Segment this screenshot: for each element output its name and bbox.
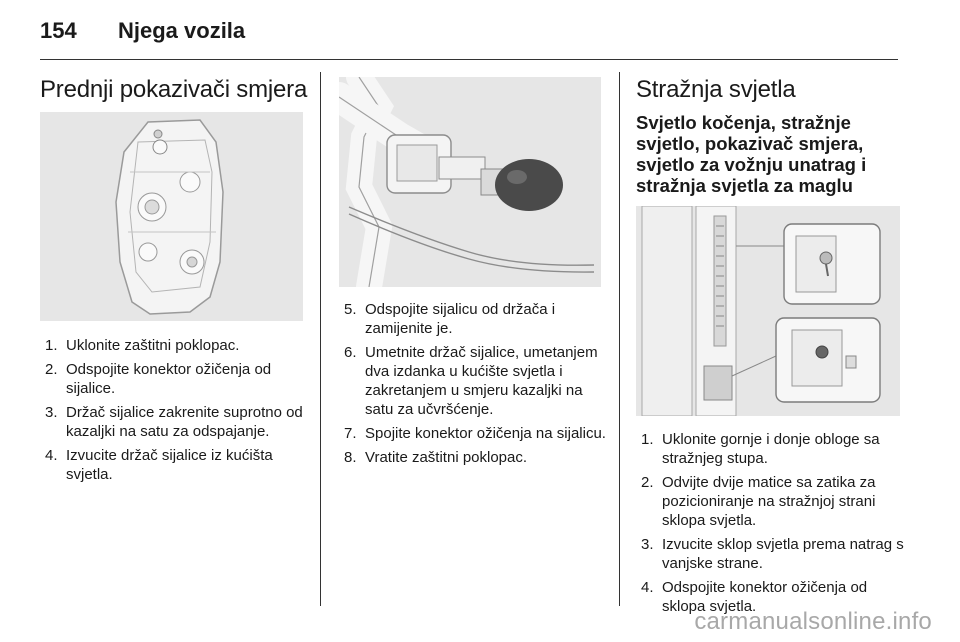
watermark: carmanualsonline.info bbox=[694, 608, 932, 635]
section-title-rear-lamps: Stražnja svjetla bbox=[636, 76, 796, 103]
figure-bulb-holder bbox=[339, 77, 601, 287]
column-divider-2 bbox=[619, 72, 620, 606]
bulb-holder-illustration bbox=[339, 77, 601, 287]
list-item: 3. Držač sijalice zakrenite suprotno od kazaljki na satu za odspajanje. bbox=[45, 404, 303, 440]
front-lamp-illustration bbox=[40, 112, 303, 321]
list-item: 6. Umetnite držač sijalice, umetanjem dva izdanka u kućište svjetla i zakretanjem u smjeru kazaljki na satu za učvršćenje. bbox=[344, 344, 598, 418]
page-number: 154 bbox=[40, 18, 77, 43]
ordered-list bbox=[636, 430, 910, 616]
figure-rear-pillar bbox=[636, 206, 900, 416]
column-divider-1 bbox=[320, 72, 321, 606]
list-item: 2. Odvijte dvije matice sa zatika za pozicioniranje na stražnjoj strani sklopa svjetla. bbox=[641, 474, 876, 529]
list-item: 2. Odspojite konektor ožičenja od sijalice. bbox=[45, 361, 272, 397]
list-item: 1. Uklonite zaštitni poklopac. bbox=[45, 337, 240, 354]
steps-list-rear bbox=[636, 430, 910, 621]
figure-front-lamp-housing bbox=[40, 112, 303, 321]
list-item: 1. Uklonite gornje i donje obloge sa stražnjeg stupa. bbox=[641, 431, 880, 467]
list-item: 4. Odspojite konektor ožičenja od sklopa svjetla. bbox=[641, 579, 868, 615]
list-item: 8. Vratite zaštitni poklopac. bbox=[344, 449, 528, 466]
list-item: 4. Izvucite držač sijalice iz kućišta svjetla. bbox=[45, 447, 273, 483]
list-item: 7. Spojite konektor ožičenja na sijalicu. bbox=[344, 425, 606, 442]
page-header-title: Njega vozila bbox=[118, 18, 246, 43]
subsection-title-rear-lamps: Svjetlo kočenja, stražnje svjetlo, pokazivač smjera, svjetlo za vožnju unatrag i stražnja svjetla za maglu bbox=[636, 112, 867, 196]
header-rule bbox=[40, 59, 898, 60]
steps-list-front bbox=[40, 336, 310, 489]
ordered-list bbox=[40, 336, 310, 484]
list-item: 3. Izvucite sklop svjetla prema natrag s vanjske strane. bbox=[641, 536, 904, 572]
rear-pillar-illustration bbox=[636, 206, 900, 416]
ordered-list bbox=[339, 300, 609, 467]
list-item: 5. Odspojite sijalicu od držača i zamijenite je. bbox=[344, 301, 556, 337]
section-title-front-indicators: Prednji pokazivači smjera bbox=[40, 76, 308, 103]
steps-list-front-continued bbox=[339, 300, 609, 472]
